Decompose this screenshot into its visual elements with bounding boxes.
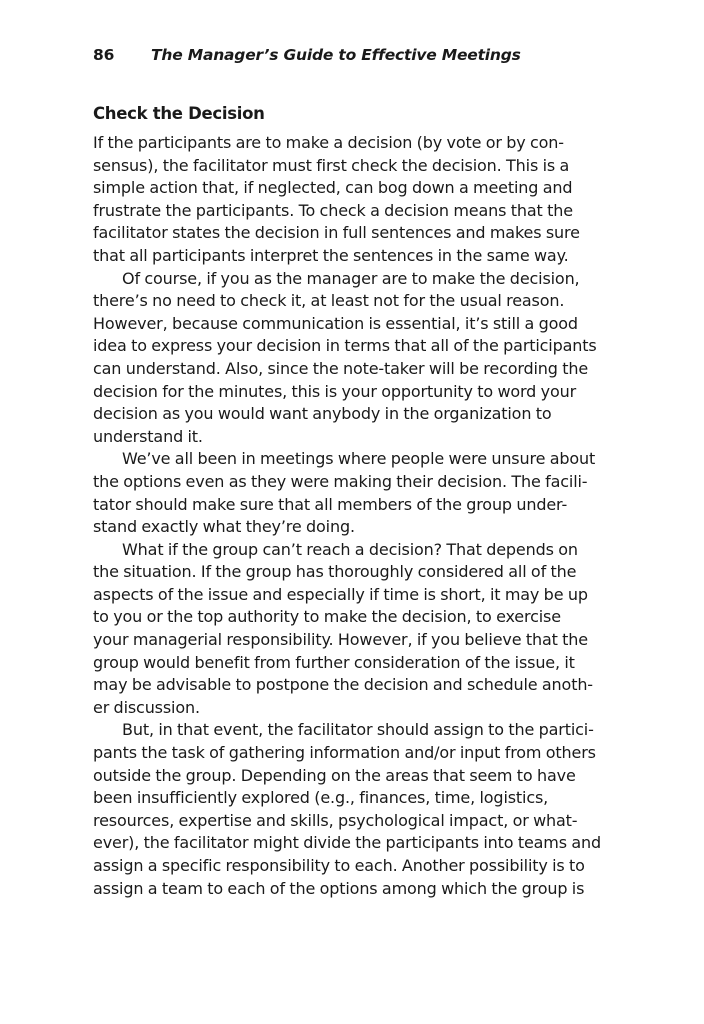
text-line: group would benefit from further consideration of the issue, it <box>93 652 575 672</box>
text-line: there’s no need to check it, at least not for the usual reason. <box>93 291 565 311</box>
text-line: assign a specific responsibility to each. Another possibility is to <box>93 856 585 875</box>
text-line: outside the group. Depending on the areas that seem to have <box>93 765 576 785</box>
text-line: idea to express your decision in terms that all of the participants <box>93 336 597 356</box>
text-line: that all participants interpret the sentences in the same way. <box>93 245 569 265</box>
text-line: sensus), the facilitator must first check the decision. This is a <box>93 155 570 175</box>
paragraph-start-line: But, in that event, the facilitator should assign to the partici- <box>122 720 594 740</box>
text-line: resources, expertise and skills, psychological impact, or what- <box>93 810 578 830</box>
text-line: frustrate the participants. To check a decision means that the <box>93 200 573 220</box>
text-line: If the participants are to make a decision (by vote or by con- <box>93 133 564 152</box>
text-line: your managerial responsibility. However, if you believe that the <box>93 630 588 650</box>
paragraph-start-line: Of course, if you as the manager are to make the decision, <box>122 268 580 288</box>
text-line: decision for the minutes, this is your opportunity to word your <box>93 381 577 401</box>
page-number: 86 <box>93 46 115 64</box>
text-line: assign a team to each of the options among which the group is <box>93 878 585 898</box>
text-line: pants the task of gathering information and/or input from others <box>93 743 596 763</box>
text-line: been insufficiently explored (e.g., finances, time, logistics, <box>93 788 549 808</box>
text-line: stand exactly what they’re doing. <box>93 517 355 537</box>
text-line: However, because communication is essential, it’s still a good <box>93 313 578 333</box>
text-line: the options even as they were making their decision. The facili- <box>93 471 588 491</box>
section-heading: Check the Decision <box>93 104 265 123</box>
paragraph-start-line: We’ve all been in meetings where people were unsure about <box>122 449 596 469</box>
text-line: understand it. <box>93 426 203 446</box>
text-line: facilitator states the decision in full sentences and makes sure <box>93 223 580 243</box>
text-line: decision as you would want anybody in the organization to <box>93 404 552 424</box>
text-line: can understand. Also, since the note-taker will be recording the <box>93 358 589 378</box>
text-line: the situation. If the group has thoroughly considered all of the <box>93 562 577 582</box>
paragraph-start-line: What if the group can’t reach a decision? That depends on <box>122 539 578 559</box>
text-line: to you or the top authority to make the decision, to exercise <box>93 607 561 627</box>
body-text <box>93 132 623 900</box>
text-line: ever), the facilitator might divide the participants into teams and <box>93 833 602 853</box>
text-line: er discussion. <box>93 697 200 717</box>
running-head <box>93 46 521 64</box>
text-line: tator should make sure that all members of the group under- <box>93 494 568 514</box>
text-line: simple action that, if neglected, can bog down a meeting and <box>93 178 573 198</box>
book-title: The Manager’s Guide to Effective Meetings <box>151 46 521 64</box>
text-line: may be advisable to postpone the decision and schedule anoth- <box>93 675 593 695</box>
text-line: aspects of the issue and especially if time is short, it may be up <box>93 584 588 604</box>
